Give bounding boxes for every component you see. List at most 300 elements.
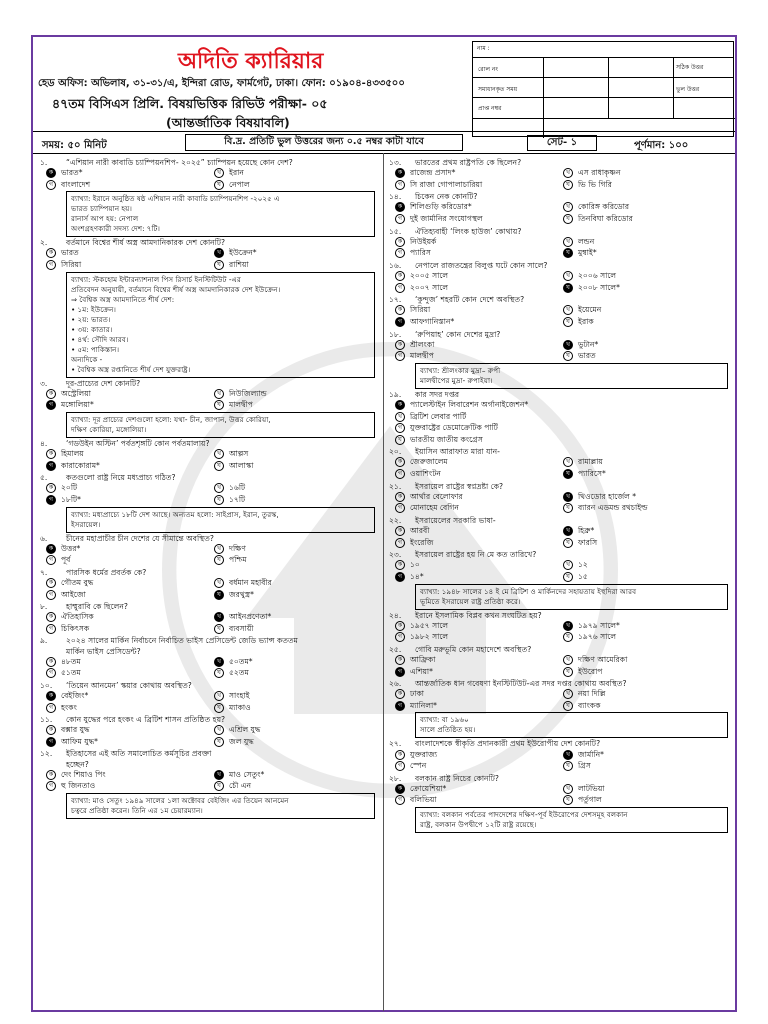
attempted-label: সমাধানকৃত সময় — [478, 86, 518, 93]
answer-option — [395, 689, 424, 699]
answer-option — [395, 317, 454, 327]
answer-option — [395, 248, 431, 258]
option-bubble-ক: ক — [46, 544, 56, 554]
question — [40, 238, 225, 248]
answer-option — [46, 495, 81, 505]
option-bubble-ঘ: ঘ — [214, 590, 224, 600]
option-label: মাও সেতুং* — [229, 769, 265, 779]
answer-option — [214, 400, 253, 410]
option-label: ভারত — [61, 248, 79, 258]
question-number: ৮. — [40, 602, 48, 612]
question — [389, 227, 521, 237]
option-label: বক্সার যুদ্ধ — [61, 725, 90, 735]
answer-option — [563, 180, 612, 190]
option-bubble-ক: ক — [395, 621, 405, 631]
option-label: ব্যবসায়ী — [229, 623, 254, 633]
option-label: বাংলাদেশ — [61, 179, 91, 189]
option-bubble-ঘ: ঘ — [214, 180, 224, 190]
option-bubble-ক: ক — [46, 449, 56, 459]
option-label: শ্রীলংকা — [410, 339, 435, 349]
question-text: কার সদর দপ্তর — [415, 389, 460, 399]
answer-option — [46, 389, 91, 399]
question-number: ১. — [40, 158, 48, 167]
name-label: নাম : — [477, 45, 490, 52]
option-label: এশ্রিল যুদ্ধ — [229, 725, 261, 735]
option-label: ৪৮তম — [61, 656, 81, 666]
answer-option — [46, 624, 89, 634]
explanation-line: ভূমিতে ইসরায়েল রাষ্ট্র প্রতিষ্ঠা করে। — [420, 596, 521, 606]
question-number: ১৪. — [389, 192, 402, 202]
question — [389, 645, 531, 655]
option-label: রামাল্লায় — [578, 457, 603, 467]
question-number: ৫. — [40, 473, 48, 483]
explanation-line: ব্যাখ্যা: স্টকহোম ইন্টারন্যাশনাল পিস রিসার্চ ইনস্টিটিউট -এর — [71, 274, 241, 284]
answer-option — [214, 449, 248, 459]
option-label: লাটভিয়া — [578, 783, 605, 793]
answer-option — [563, 248, 597, 258]
option-label: আফগানিস্তান* — [410, 316, 455, 326]
answer-option — [214, 691, 250, 701]
option-label: প্যালেস্টাইন লিবারেশন অর্গানাইজেশন* — [410, 399, 529, 409]
question-text: চিকেন নেক কোনটি? — [415, 192, 478, 202]
question-text: ইরানে ইসলামিক বিপ্লব কখন সংঘটিত হয়? — [415, 610, 542, 620]
option-bubble-খ: খ — [214, 770, 224, 780]
option-bubble-গ: গ — [46, 495, 56, 505]
answer-option — [395, 572, 424, 582]
negative-marking-note: বি.দ্র. প্রতিটি ভুল উত্তরের জন্য ০.৫ নম্বর কাটা যাবে — [185, 134, 463, 151]
option-label: ভুটান* — [578, 339, 599, 349]
option-label: ইরাক — [578, 316, 594, 326]
option-bubble-খ: খ — [563, 202, 573, 212]
question-text: ‘গডউইন অস্টিন’ পর্বতশৃঙ্গটি কোন পর্বতমালায়? — [66, 438, 210, 448]
explanation-line: • ৫ম: পাকিস্তান। — [71, 344, 120, 354]
option-bubble-গ: গ — [46, 703, 56, 713]
option-label: ২০০৬ সালে — [578, 271, 617, 280]
question-text: গোবি মরুভূমি কোন মহাদেশে অবস্থিত? — [415, 644, 532, 654]
option-bubble-গ: গ — [395, 572, 405, 582]
option-bubble-ঘ: ঘ — [214, 703, 224, 713]
question-number: ২৪. — [389, 610, 402, 620]
question-text: বাংলাদেশকে স্বীকৃতি প্রদানকারী প্রথম ইউরোপীয় দেশ কোনটি? — [415, 739, 601, 749]
option-bubble-গ: গ — [46, 555, 56, 565]
option-label: ইংরেজি — [410, 537, 434, 547]
option-bubble-ঘ: ঘ — [214, 260, 224, 270]
answer-option — [214, 612, 271, 622]
option-bubble-ঘ: ঘ — [214, 495, 224, 505]
answer-option — [46, 461, 100, 471]
candidate-info-box — [472, 41, 734, 137]
question — [389, 447, 500, 457]
option-label: ইউক্রেন* — [229, 248, 257, 258]
answer-option — [563, 271, 616, 281]
answer-option — [395, 400, 528, 410]
option-bubble-গ: গ — [395, 761, 405, 771]
option-bubble-ঘ: ঘ — [563, 701, 573, 711]
explanation-line: • ৪র্থ: সৌদি আরব। — [71, 334, 129, 344]
question — [389, 295, 524, 305]
option-label: হু জিনতাও — [61, 781, 96, 791]
option-label: যুক্তরাষ্ট্রের ডেমোক্রেটিক পার্টি — [410, 423, 498, 433]
answer-option — [214, 737, 254, 747]
info-divider-2 — [608, 58, 609, 118]
question-number: ১৮. — [389, 329, 402, 339]
answer-option — [563, 560, 588, 570]
option-bubble-গ: গ — [395, 214, 405, 224]
option-label: ২০০৫ সালে — [410, 271, 449, 280]
answer-option — [46, 544, 80, 554]
option-bubble-ক: ক — [46, 389, 56, 399]
answer-option — [46, 260, 81, 270]
option-label: ৫১তম — [61, 668, 81, 678]
option-label: কারাকোরাম* — [61, 460, 100, 470]
option-bubble-ঘ: ঘ — [214, 461, 224, 471]
info-divider-3 — [673, 58, 674, 118]
option-bubble-খ: খ — [214, 248, 224, 258]
question — [40, 715, 225, 725]
option-bubble-গ: গ — [395, 423, 405, 433]
option-bubble-গ: গ — [395, 632, 405, 642]
option-label: গৌতম বুদ্ধ — [61, 577, 94, 587]
answer-option — [46, 168, 83, 178]
answer-option — [563, 214, 633, 224]
answer-option — [395, 412, 466, 422]
answer-option — [563, 237, 594, 247]
name-row — [473, 42, 733, 58]
question — [40, 568, 146, 578]
answer-option — [563, 526, 594, 536]
explanation-box — [66, 793, 375, 819]
answer-option — [46, 483, 77, 493]
answer-option — [395, 202, 472, 212]
option-label: পর্তুগাল — [578, 795, 602, 805]
option-label: পশ্চিম — [229, 555, 247, 565]
option-bubble-খ: খ — [563, 237, 573, 247]
answer-option — [395, 503, 459, 513]
answer-option — [46, 578, 93, 588]
answer-option — [563, 457, 603, 467]
option-bubble-গ: গ — [46, 461, 56, 471]
answer-option — [214, 260, 249, 270]
explanation-box — [415, 712, 728, 738]
option-bubble-খ: খ — [214, 483, 224, 493]
question — [40, 534, 214, 544]
option-label: মুম্বাই* — [578, 248, 597, 258]
question-text: ‘কুন্দুজ’ শহরটি কোন দেশে অবস্থিত? — [415, 295, 525, 305]
answer-option — [563, 538, 597, 548]
option-bubble-ক: ক — [395, 168, 405, 178]
question-text: বর্তমানে বিশ্বের শীর্ষ অস্ত্র আমদানিকারক দেশ কোনটি? — [66, 238, 226, 248]
option-bubble-খ: খ — [214, 449, 224, 459]
option-bubble-খ: খ — [563, 784, 573, 794]
answer-option — [214, 725, 261, 735]
option-label: ঢাকা — [410, 689, 425, 699]
option-label: ম্যানিলা* — [410, 700, 437, 710]
answer-option — [46, 612, 94, 622]
option-bubble-ঘ: ঘ — [563, 503, 573, 513]
header-rule-top — [33, 131, 735, 132]
option-label: উত্তর* — [61, 543, 81, 553]
answer-option — [214, 668, 249, 678]
answer-option — [46, 691, 88, 701]
question — [40, 636, 298, 646]
option-label: ১৭টি — [229, 494, 246, 504]
option-bubble-গ: গ — [395, 503, 405, 513]
option-bubble-ক: ক — [395, 689, 405, 699]
option-label: নেপাল — [229, 179, 250, 189]
option-bubble-গ: গ — [46, 260, 56, 270]
explanation-box — [415, 584, 728, 610]
option-label: থিওডোর হার্জেল * — [578, 491, 637, 501]
answer-option — [214, 180, 250, 190]
explanation-line: অন্যদিকে - — [71, 354, 103, 364]
info-divider-4 — [473, 118, 735, 119]
option-label: ৫০তম* — [229, 656, 253, 666]
option-label: ভারতীয় জাতীয় কংগ্রেস — [410, 434, 483, 444]
explanation-box — [66, 412, 375, 438]
answer-option — [395, 351, 434, 361]
option-bubble-খ: খ — [214, 657, 224, 667]
answer-option — [395, 271, 448, 281]
question — [389, 158, 521, 168]
answer-option — [395, 214, 483, 224]
option-label: বলিভিয়া — [410, 795, 437, 805]
question-text: কোন যুদ্ধের পরে হংকং এ ব্রিটিশ শাসন প্রতিষ্ঠিত হয়? — [66, 715, 226, 725]
answer-option — [395, 180, 482, 190]
question-number: ১৯. — [389, 389, 402, 399]
option-label: নয়া দিল্লি — [578, 689, 606, 699]
explanation-box — [66, 507, 375, 533]
option-label: জল যুদ্ধ — [229, 736, 254, 746]
option-bubble-ঘ: ঘ — [563, 248, 573, 258]
option-label: ১৮টি* — [61, 494, 81, 504]
option-label: জার্মানি* — [578, 749, 604, 759]
option-label: ১৯৮২ সালে — [410, 632, 449, 642]
answer-option — [214, 461, 253, 471]
option-bubble-ঘ: ঘ — [563, 761, 573, 771]
option-bubble-ঘ: ঘ — [563, 572, 573, 582]
option-bubble-ক: ক — [46, 248, 56, 258]
answer-option — [46, 248, 79, 258]
option-bubble-ঘ: ঘ — [214, 781, 224, 791]
option-bubble-খ: খ — [214, 725, 224, 735]
option-label: নিউজিল্যান্ড — [229, 388, 267, 398]
option-label: মালদ্বীপ — [229, 400, 253, 410]
option-bubble-গ: গ — [395, 180, 405, 190]
option-bubble-ঘ: ঘ — [563, 351, 573, 361]
question-number: ২. — [40, 238, 48, 248]
explanation-line: ব্যাখ্যা: মাও সেতুং ১৯৪৯ সালের ১লা অক্টোবর বেইজিং এর তিয়েন আনমেন — [71, 795, 289, 805]
option-bubble-খ: খ — [563, 655, 573, 665]
answer-option — [395, 283, 448, 293]
answer-option — [214, 483, 245, 493]
answer-option — [46, 555, 70, 565]
option-bubble-খ: খ — [563, 526, 573, 536]
question-number: ৭. — [40, 567, 48, 577]
option-bubble-গ: গ — [46, 180, 56, 190]
option-label: মালদ্বীপ — [410, 351, 434, 361]
option-label: প্যারিসে* — [578, 469, 606, 478]
answer-option — [395, 457, 448, 467]
option-bubble-গ: গ — [395, 283, 405, 293]
question-text: ইয়াসিন আরাফাত মারা যান- — [415, 447, 500, 457]
option-bubble-ক: ক — [395, 526, 405, 536]
option-label: কোরিঙ্গ করিডোর — [578, 202, 630, 212]
explanation-box — [415, 363, 728, 389]
option-bubble-গ: গ — [395, 469, 405, 479]
option-label: ১৯৭৬ সালে — [578, 632, 617, 642]
question-number: ২৬. — [389, 679, 402, 689]
option-bubble-ক: ক — [46, 725, 56, 735]
question — [389, 611, 542, 621]
option-label: আর্থার বেলোফার — [410, 491, 463, 501]
option-label: আফিম যুদ্ধ* — [61, 736, 98, 746]
answer-option — [395, 621, 448, 631]
question — [389, 550, 536, 560]
option-bubble-গ: গ — [46, 624, 56, 634]
answer-option — [395, 492, 463, 502]
answer-option — [46, 449, 84, 459]
question-number: ২০. — [389, 447, 402, 457]
option-bubble-গ: গ — [395, 351, 405, 361]
question-number: ১০. — [40, 680, 53, 690]
question-text: ভারতের প্রথম রাষ্ট্রপতি কে ছিলেন? — [415, 158, 522, 167]
question-number: ২২. — [389, 515, 402, 525]
option-label: ১৪* — [410, 571, 424, 581]
answer-option — [563, 351, 596, 361]
option-bubble-গ: গ — [46, 590, 56, 600]
option-label: আফ্রিকা — [410, 654, 436, 664]
option-bubble-ঘ: ঘ — [563, 180, 573, 190]
answer-option — [214, 624, 254, 634]
answer-option — [395, 761, 426, 771]
question-text: ইসরায়েলের সরকারি ভাষা- — [415, 515, 496, 525]
answer-option — [214, 657, 253, 667]
explanation-line: ⇒ বৈশ্বিক অস্ত্র আমদানিতে শীর্ষ দেশ: — [71, 294, 175, 304]
answer-option — [214, 168, 244, 178]
option-bubble-খ: খ — [563, 340, 573, 350]
option-bubble-খ: খ — [214, 691, 224, 701]
question — [389, 739, 600, 749]
answer-option — [563, 784, 605, 794]
answer-option — [563, 689, 605, 699]
option-label: আলাস্কা — [229, 460, 254, 470]
full-marks-label: পূর্ণমান: ১০০ — [634, 140, 689, 151]
question-number: ১১. — [40, 715, 53, 725]
explanation-line: ব্যাখ্যা: শ্রীলংকার মুদ্রা– রুপী — [420, 365, 501, 375]
answer-option — [395, 784, 446, 794]
answer-option — [563, 492, 636, 502]
option-label: স্পেন — [410, 761, 427, 771]
option-label: চিকিৎসক — [61, 623, 90, 633]
question — [389, 774, 499, 784]
option-label: দক্ষিণ আমেরিকা — [578, 654, 628, 664]
option-bubble-ক: ক — [395, 750, 405, 760]
option-bubble-ঘ: ঘ — [563, 469, 573, 479]
option-label: এশিয়া* — [410, 666, 433, 676]
option-bubble-গ: গ — [395, 248, 405, 258]
answer-option — [563, 655, 627, 665]
option-bubble-ঘ: ঘ — [214, 737, 224, 747]
option-bubble-খ: খ — [563, 457, 573, 467]
question — [40, 602, 128, 612]
option-bubble-ক: ক — [395, 202, 405, 212]
question — [389, 482, 503, 492]
option-bubble-গ: গ — [395, 701, 405, 711]
option-bubble-ক: ক — [395, 784, 405, 794]
option-label: বর্ধমান মহাবীর — [229, 577, 272, 587]
question-number: ৬. — [40, 533, 48, 543]
question-number: ২১. — [389, 481, 402, 491]
explanation-line: রাষ্ট্র, বলকান উপদ্বীপে ১২টি রাষ্ট্র রয়েছে। — [420, 820, 537, 829]
answer-option — [563, 469, 606, 479]
option-label: শিলিগুড়ি করিডোর* — [410, 202, 472, 212]
option-label: হিব্রু* — [578, 526, 595, 535]
answer-option — [214, 495, 245, 505]
answer-option — [395, 469, 441, 479]
option-bubble-খ: খ — [214, 578, 224, 588]
answer-option — [563, 305, 601, 315]
option-bubble-গ: গ — [395, 317, 405, 327]
option-bubble-গ: গ — [395, 795, 405, 805]
option-label: ১৬টি — [229, 483, 246, 493]
explanation-line: সালে প্রতিষ্ঠিত হয়। — [420, 725, 476, 735]
option-label: রাশিয়া — [229, 260, 249, 269]
option-bubble-ক: ক — [395, 271, 405, 281]
option-bubble-ঘ: ঘ — [395, 435, 405, 445]
option-bubble-খ: খ — [214, 168, 224, 178]
answer-option — [563, 202, 629, 212]
option-bubble-খ: খ — [214, 612, 224, 622]
question-number: ১২. — [40, 749, 53, 759]
head-office-address: হেড অফিস: অভিলাষ, ৩১-৩১/এ, ইন্দিরা রোড, ফার্মগেট, ঢাকা। ফোন: ০১৯০৪-৪৩৩৫০০ — [38, 78, 405, 89]
option-bubble-খ: খ — [214, 544, 224, 554]
option-bubble-ক: ক — [46, 168, 56, 178]
option-label: পূর্ব — [61, 555, 71, 565]
roll-label: রোল নং — [478, 66, 499, 73]
wrong-label: ভুল উত্তর — [676, 86, 700, 93]
answer-option — [395, 701, 437, 711]
question-text: চীনের মহাপ্রাচীর চীন দেশের যে সীমান্তে অবস্থিত? — [66, 533, 214, 543]
question-text: “এশিয়ান নারী কাবাডি চ্যাম্পিয়নশিপ- ২০২৫” চ্যাম্পিয়ন হয়েছে কোন দেশ? — [66, 158, 293, 167]
option-bubble-ক: ক — [46, 691, 56, 701]
answer-option — [46, 737, 98, 747]
option-label: ১২ — [578, 560, 588, 570]
answer-option — [214, 703, 251, 713]
option-label: বেইজিং* — [61, 690, 89, 700]
answer-option — [395, 340, 434, 350]
option-bubble-ঘ: ঘ — [214, 555, 224, 565]
option-label: সিরিয়া — [61, 260, 82, 269]
option-label: ভি ভি গিরি — [578, 179, 612, 189]
question-text: আন্তর্জাতিক ধান গবেষণা ইনস্টিটিউট-এর সদর দপ্তর কোথায় অবস্থিত? — [415, 679, 627, 689]
option-label: ঐতিহাসিক — [61, 612, 94, 622]
question-number: ২৭. — [389, 739, 402, 749]
explanation-line: ব্যাখ্যা: দূর প্রাচ্যের দেশগুলো হলো: যথা- চীন, জাপান, উত্তর কোরিয়া, — [71, 414, 271, 424]
exam-title: ৪৭তম বিসিএস প্রিলি. বিষয়ভিত্তিক রিভিউ পরীক্ষা- ০৫ — [52, 96, 328, 111]
set-label: সেট- ১ — [527, 135, 597, 151]
question — [389, 330, 500, 340]
question-text: দূর-প্রাচ্যের দেশ কোনটি? — [66, 378, 141, 388]
question — [389, 192, 477, 202]
question-text: ইতিহাসের এই অতি সমালোচিত কর্মসূচির প্রবক্তা — [66, 749, 212, 759]
question-number: ১৫. — [389, 226, 402, 236]
question — [389, 390, 459, 400]
option-bubble-ক: ক — [395, 237, 405, 247]
option-label: ১০ — [410, 560, 420, 570]
option-bubble-খ: খ — [214, 389, 224, 399]
option-bubble-ক: ক — [46, 578, 56, 588]
option-label: ম্যাকাও — [229, 702, 251, 712]
